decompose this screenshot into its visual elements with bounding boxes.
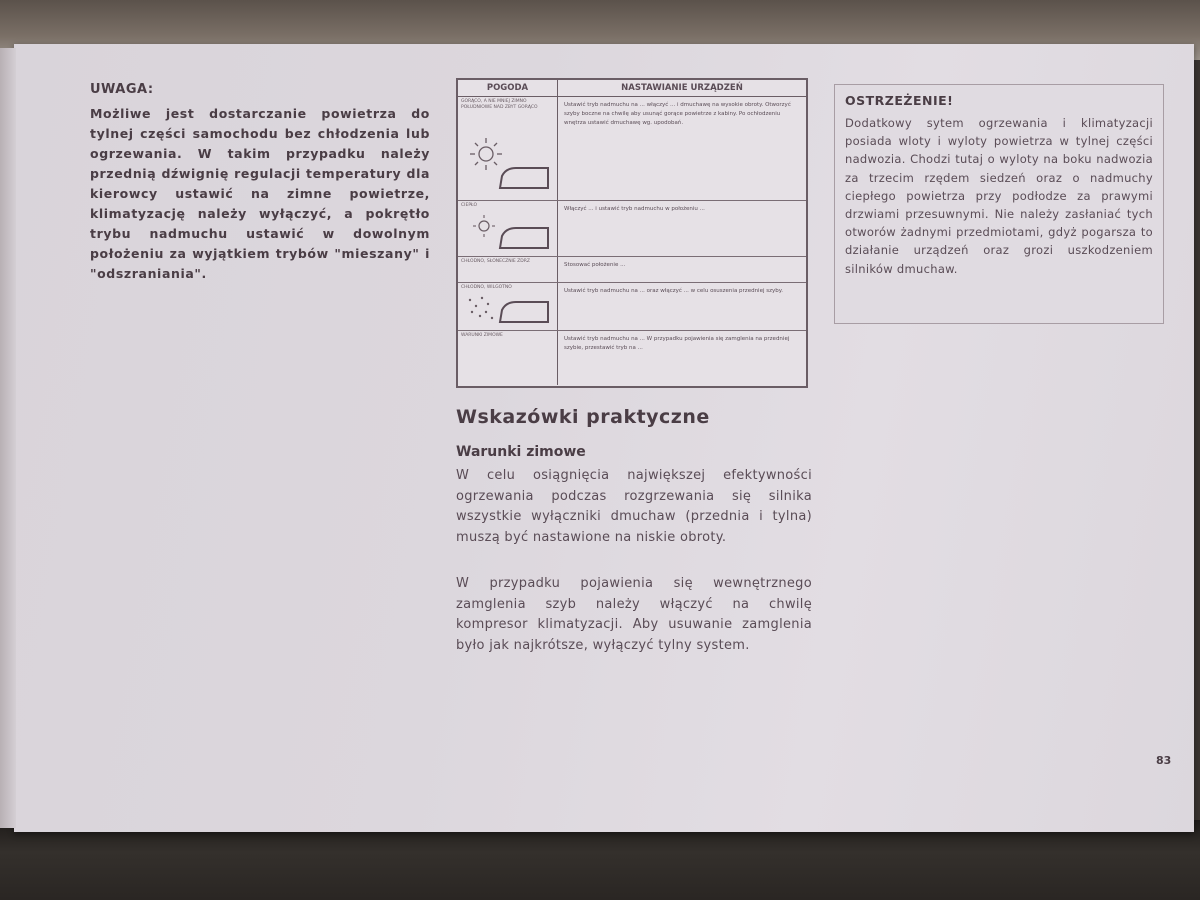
weather-condition-cell — [458, 283, 558, 330]
warning-body: Dodatkowy sytem ogrzewania i klimatyzacji posiada wloty i wyloty powietrza w tylnej części nadwozia. Chodzi tutaj o wyloty na boku nadwozia za trzecim rzędem siedzeń oraz o nadmuchy ciepłego powietrza przy podłodze za prawymi drzwiami przesuwnymi. Nie należy zasłaniać tych otworów żadnymi przedmiotami, gdyż pogarsza to działanie urządzeń oraz grozi uszkodzeniem silników dmuchaw. — [845, 116, 1153, 276]
uwaga-body: Możliwe jest dostarczanie powietrza do tylnej części samochodu bez chłodzenia lub ogrzewania. W takim przypadku należy przednią dźwignię regulacji temperatury dla kierowcy ustawić na zimne powietrze, klimatyzację należy wyłączyć, a pokrętło trybu nadmuchu ustawić w dowolnym położeniu za wyjątkiem trybów "mieszany" i "odszraniania". — [90, 106, 430, 281]
page-number: 83 — [1156, 754, 1172, 767]
paragraph-2: W przypadku pojawienia się wewnętrznego zamglenia szyb należy włączyć na chwilę kompresor klimatyzacji. Aby usuwanie zamglenia było jak najkrótsze, wyłączyć tylny system. — [456, 576, 812, 653]
setting-text: Stosować położenie ... — [564, 262, 626, 268]
condition-text: GORĄCO, A NIE MNIEJ ZIMNO POŁUDNIOWE NAD ZBYT GORĄCO — [461, 99, 538, 110]
table-row — [458, 257, 806, 283]
table-header-row — [458, 80, 806, 97]
condition-text: CHŁODNO, WILGOTNO — [461, 285, 512, 290]
hot-sun-car-icon — [462, 134, 554, 196]
uwaga-title: UWAGA: — [90, 82, 154, 97]
background-table-bottom — [0, 820, 1200, 900]
weather-condition-cell — [458, 257, 558, 282]
warning-box — [834, 84, 1164, 324]
table-row — [458, 283, 806, 331]
page-left-edge — [0, 48, 16, 828]
warm-sun-car-icon — [462, 210, 554, 252]
condition-text: CHŁODNO, SŁONECZNIE ZDRZ — [461, 259, 530, 264]
header-settings: NASTAWIANIE URZĄDZEŃ — [621, 83, 743, 93]
condition-text: WARUNKI ZIMOWE — [461, 333, 503, 338]
paragraph-1: W celu osiągnięcia największej efektywności ogrzewania podczas rozgrzewania się silnika wszystkie wyłączniki dmuchaw (przednia i tylna) muszą być nastawione na niskie obroty. — [456, 468, 812, 545]
warning-title: OSTRZEŻENIE! — [845, 93, 954, 108]
header-weather: POGODA — [458, 80, 558, 96]
table-row — [458, 331, 806, 385]
setting-text: Włączyć ... i ustawić tryb nadmuchu w położeniu ... — [564, 206, 705, 212]
setting-text: Ustawić tryb nadmuchu na ... włączyć ... i dmuchawę na wysokie obroty. Otworzyć szyby boczne na chwilę aby usunąć gorące powietrze z kabiny. Po ochłodzeniu wnętrza ustawić dmuchawę wg. upodobań. — [564, 102, 791, 126]
subsection-title: Warunki zimowe — [456, 444, 586, 460]
condition-text: CIEPŁO — [461, 203, 478, 208]
section-title: Wskazówki praktyczne — [456, 406, 710, 428]
weather-condition-cell — [458, 97, 558, 200]
setting-text: Ustawić tryb nadmuchu na ... oraz włączyć ... w celu osuszenia przedniej szyby. — [564, 288, 783, 294]
uwaga-note — [90, 80, 430, 284]
weather-condition-cell — [458, 331, 558, 385]
weather-settings-table — [456, 78, 808, 388]
rain-car-icon — [462, 290, 554, 326]
setting-text: Ustawić tryb nadmuchu na ... W przypadku pojawienia się zamglenia na przedniej szybie, przestawić tryb na ... — [564, 336, 790, 351]
table-row — [458, 201, 806, 257]
table-row — [458, 97, 806, 201]
weather-condition-cell — [458, 201, 558, 256]
